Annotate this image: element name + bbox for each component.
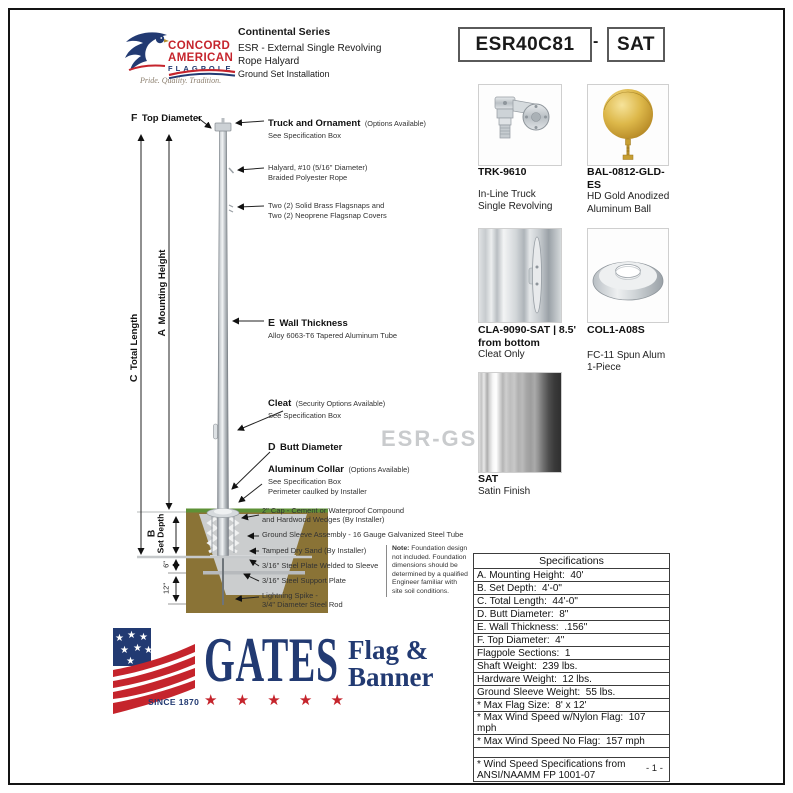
product-caption-cla <box>478 324 578 362</box>
foundation-note-text: Foundation design not included. Foundation dimensions should be determined by a qualified Engineer familiar with site soil conditions. <box>392 545 468 595</box>
finish-code: SAT <box>616 33 656 55</box>
product-code-sat: SAT <box>478 473 499 485</box>
product-desc1-bal: HD Gold Anodized <box>587 191 670 202</box>
callout-cleat <box>268 393 385 421</box>
callout-lightning <box>262 591 343 610</box>
foundation-note <box>386 545 468 597</box>
svg-text:★: ★ <box>115 633 124 644</box>
dim-label-6in: 6" <box>161 561 171 568</box>
product-desc1-col: FC-11 Spun Alum <box>587 349 666 361</box>
callout-halyard-line1: Halyard, #10 (5/16" Diameter) <box>268 163 368 172</box>
brand-line2: AMERICAN <box>168 51 234 64</box>
callout-cleat-note: (Security Options Available) <box>295 399 386 408</box>
callout-cleat-title: Cleat <box>268 398 292 409</box>
callout-truck <box>268 113 426 141</box>
dim-text-a: Mounting Height <box>157 249 168 325</box>
brand-tagline: Pride. Quality. Tradition. <box>140 76 222 85</box>
product-caption-bal <box>587 166 673 216</box>
dim-label-mounting-height <box>152 232 170 354</box>
callout-sleeve: Ground Sleeve Assembly - 16 Gauge Galvanized Steel Tube <box>262 530 464 539</box>
brand-line3: FLAGPOLE <box>168 64 234 73</box>
specs-title: Specifications <box>474 554 670 569</box>
spec-row: E. Wall Thickness: .156" <box>474 621 670 634</box>
callout-cleat-line2: See Specification Box <box>268 411 341 420</box>
callout-collar <box>268 459 410 496</box>
callout-butt-diameter <box>268 437 342 455</box>
brand-line1: CONCORD <box>168 40 231 52</box>
cleat-image <box>478 228 562 323</box>
callout-butt-title: Butt Diameter <box>280 442 343 453</box>
truck-graphic <box>215 123 231 131</box>
svg-text:★: ★ <box>120 645 129 656</box>
series-sub2: Rope Halyard <box>238 56 300 67</box>
page-number: - 1 - <box>646 763 663 774</box>
callout-truck-line2: See Specification Box <box>268 131 341 140</box>
dim-text-b: Set Depth <box>155 513 166 554</box>
callout-wall-title: Wall Thickness <box>279 318 348 329</box>
spec-row: * Max Flag Size: 8' x 12' <box>474 699 670 712</box>
svg-text:★: ★ <box>133 643 142 654</box>
product-desc2-bal: Aluminum Ball <box>587 203 651 215</box>
svg-text:★: ★ <box>127 630 136 641</box>
halyard-tick <box>229 168 234 173</box>
callout-collar-line3: Perimeter caulked by Installer <box>268 486 367 496</box>
spec-row: A. Mounting Height: 40' <box>474 569 670 582</box>
callout-sand: Tamped Dry Sand (By Installer) <box>262 546 367 555</box>
spec-row: F. Top Diameter: 4" <box>474 634 670 647</box>
callout-flagsnaps <box>268 201 387 220</box>
product-desc2-col: 1-Piece <box>587 362 621 373</box>
dim-label-total-length <box>124 293 142 403</box>
spec-row: * Max Wind Speed w/Nylon Flag: 107 mph <box>474 712 670 735</box>
spec-row: C. Total Length: 44'-0" <box>474 595 670 608</box>
model-number: ESR40C81 <box>475 33 575 55</box>
callout-cap-line2: and Hardwood Wedges (By Installer) <box>262 515 385 525</box>
product-caption-col <box>587 324 687 375</box>
pole-below-grade <box>218 513 229 556</box>
foundation-note-label: Note: <box>392 545 410 552</box>
product-code-col: COL1-A08S <box>587 324 645 336</box>
callout-snaps-line1: Two (2) Solid Brass Flagsnaps and <box>268 201 385 210</box>
callout-truck-note: (Options Available) <box>364 119 426 128</box>
banner-text: Banner <box>348 662 434 692</box>
flag-amp-text: Flag & <box>348 635 429 665</box>
cleat-graphic <box>214 424 218 439</box>
support-plate <box>203 571 305 575</box>
pole-shaft <box>218 131 229 513</box>
callout-wall-letter: E <box>268 317 276 329</box>
callout-support-plate: 3/16" Steel Support Plate <box>262 576 346 585</box>
callout-halyard <box>268 163 367 182</box>
product-desc1-sat: Satin Finish <box>478 485 531 497</box>
series-title: Continental Series <box>238 26 331 38</box>
callout-wall-thickness <box>268 313 397 341</box>
spec-footnote: * Wind Speed Specifications from ANSI/NAAMM FP 1001-07 <box>474 758 670 782</box>
product-code-trk: TRK-9610 <box>478 166 527 178</box>
dim-letter-c: C <box>128 374 140 383</box>
spec-empty-row <box>474 748 670 758</box>
spec-row: Shaft Weight: 239 lbs. <box>474 660 670 673</box>
dim-label-12in: 12" <box>161 583 171 595</box>
callout-collar-title: Aluminum Collar <box>268 464 345 475</box>
callout-lightning-line2: 3/4" Diameter Steel Rod <box>262 600 343 610</box>
model-separator: - <box>593 33 599 50</box>
dim-letter-a: A <box>156 328 168 337</box>
callout-plate-welded: 3/16" Steel Plate Welded to Sleeve <box>262 561 379 570</box>
callout-halyard-line2: Braided Polyester Rope <box>268 172 348 182</box>
svg-text:★: ★ <box>144 645 153 656</box>
dim-text-f: Top Diameter <box>141 113 202 124</box>
product-caption-sat <box>478 473 578 498</box>
watermark: ESR-GS <box>381 426 478 451</box>
dim-text-c: Total Length <box>129 313 140 371</box>
dim-letter-b: B <box>145 529 158 538</box>
series-sub3: Ground Set Installation <box>238 69 330 79</box>
callout-cap <box>262 506 404 525</box>
product-desc2-trk: Single Revolving <box>478 201 553 212</box>
callout-cap-line1: 2" Cap - Cement or Waterproof Compound <box>262 506 405 515</box>
gold-ball-image <box>587 84 669 166</box>
flagsnap-ticks <box>229 210 233 212</box>
callout-snaps-line2: Two (2) Neoprene Flagsnap Covers <box>268 210 387 220</box>
flag-banner-wordmark <box>348 637 434 691</box>
spec-row: Ground Sleeve Weight: 55 lbs. <box>474 686 670 699</box>
gates-wordmark: GATES <box>204 624 339 695</box>
callout-collar-line2: See Specification Box <box>268 477 341 486</box>
lightning-rod <box>222 558 224 605</box>
since-1870-label: SINCE 1870 <box>148 697 200 707</box>
spec-row: Hardware Weight: 12 lbs. <box>474 673 670 686</box>
gates-stars: ★ ★ ★ ★ ★ <box>204 692 351 709</box>
spec-row: Flagpole Sections: 1 <box>474 647 670 660</box>
spun-collar-image <box>587 228 669 323</box>
callout-lightning-line1: Lightning Spike - <box>262 591 318 600</box>
product-desc1-cla: Cleat Only <box>478 349 525 360</box>
dim-letter-f: F <box>131 112 138 124</box>
satin-finish-swatch <box>478 372 562 473</box>
callout-wall-sub: Alloy 6063-T6 Tapered Aluminum Tube <box>268 331 398 340</box>
callout-butt-letter: D <box>268 441 276 453</box>
svg-text:★: ★ <box>139 632 148 643</box>
product-desc1-trk: In-Line Truck <box>478 188 536 200</box>
product-code-bal: BAL-0812-GLD-ES <box>587 166 665 191</box>
callout-collar-note: (Options Available) <box>348 465 410 474</box>
svg-text:★: ★ <box>126 656 135 667</box>
dim-label-top-diameter <box>131 108 202 126</box>
spec-row: * Max Wind Speed No Flag: 157 mph <box>474 735 670 748</box>
spec-row: B. Set Depth: 4'-0" <box>474 582 670 595</box>
product-caption-trk <box>478 166 582 214</box>
series-sub1: ESR - External Single Revolving <box>238 43 382 54</box>
spec-row: D. Butt Diameter: 8" <box>474 608 670 621</box>
callout-truck-title: Truck and Ornament <box>268 118 361 129</box>
product-code-cla: CLA-9090-SAT | 8.5' from bottom <box>478 324 577 349</box>
specifications-table <box>473 553 670 782</box>
inline-truck-image <box>478 84 562 166</box>
